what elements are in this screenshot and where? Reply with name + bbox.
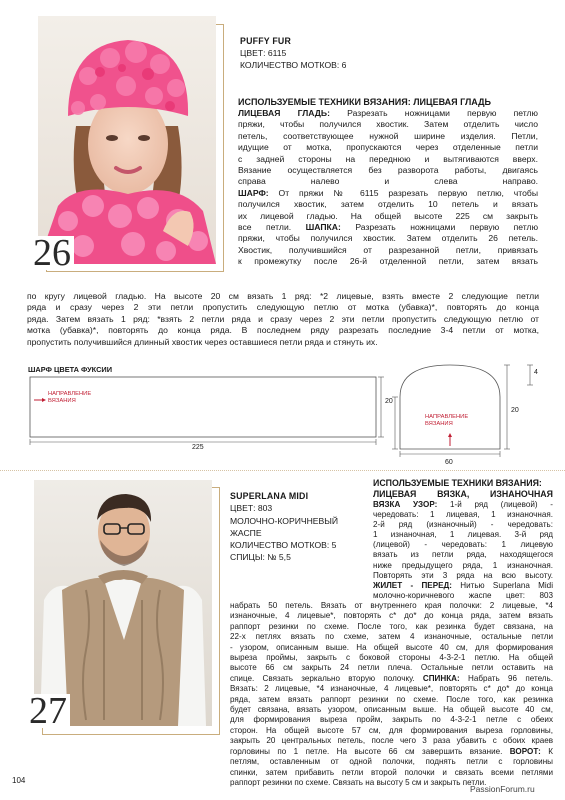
text-run: Вязание осуществляется без разворота работы, двигаясь bbox=[238, 165, 538, 176]
text-line bbox=[238, 211, 538, 222]
text-run: молочно-коричневого жаспе цвет: 803 bbox=[373, 590, 553, 600]
text-run: горловины по 1 петле. На высоте 66 см завершить вязание. bbox=[230, 746, 503, 756]
section-label: СПИНКА: bbox=[414, 673, 460, 683]
text-line bbox=[373, 520, 553, 530]
scarf-height-label: 20 bbox=[385, 398, 393, 405]
text-run: пряжи, чтобы получился хвостик. Затем отделить число bbox=[238, 119, 538, 130]
text-run: спинки, затем прибавить петли второй полочки и связать всеми петлями bbox=[230, 767, 553, 777]
text-run: - узором, описанным выше. На общей высоте 40 см, для формирования bbox=[230, 642, 553, 652]
instructions-bottom-wide bbox=[230, 601, 553, 788]
text-run: изнаночные, 4 лицевые*, повторять с* до* до конца ряда, затем вязать bbox=[230, 611, 553, 621]
text-line bbox=[373, 550, 553, 560]
text-run: 1-й ряд (лицевой) - bbox=[437, 500, 553, 509]
section-label: ШАРФ: bbox=[238, 187, 269, 198]
text-run: петель, соответствующее нужной ширине изделия. Петли, bbox=[238, 130, 538, 141]
model-number-27: 27 bbox=[26, 694, 70, 728]
text-line bbox=[230, 736, 553, 746]
direction-arrow-up-icon bbox=[448, 433, 452, 437]
text-run: От пряжи № 6115 разрезать первую петлю, чтобы bbox=[268, 187, 538, 198]
text-line bbox=[238, 256, 538, 267]
text-run: справа налево и слева направо. bbox=[238, 176, 538, 187]
text-line bbox=[230, 674, 553, 684]
text-line bbox=[238, 154, 538, 165]
text-run: все петли. bbox=[238, 222, 292, 233]
text-line bbox=[230, 643, 553, 653]
woman-hat-illustration bbox=[38, 16, 216, 264]
text-run: чередовать: 1 лицевая, 1 изнаночная. bbox=[373, 510, 553, 520]
model-number-26: 26 bbox=[30, 236, 74, 270]
text-line bbox=[230, 747, 553, 757]
section-label: ВЯЗКА УЗОР: bbox=[373, 500, 438, 509]
page-number: 104 bbox=[12, 776, 26, 785]
instructions-top-wide bbox=[27, 291, 539, 348]
text-run: набрать 50 петель. Вязать от внутреннего края полочки: 2 лицевые, *4 bbox=[230, 601, 553, 610]
text-run: закрыть 20 центральных петель, после чего 3 раза убавить с обоих краев bbox=[230, 736, 553, 746]
text-line bbox=[238, 108, 538, 119]
text-run: пряжи, чтобы получился хвостик. Затем отделить 26 петель. bbox=[238, 233, 538, 244]
techniques-heading-top: ИСПОЛЬЗУЕМЫЕ ТЕХНИКИ ВЯЗАНИЯ: ЛИЦЕВАЯ ГЛАДЬ bbox=[238, 97, 492, 107]
photo-woman-pink-hat bbox=[38, 16, 216, 264]
text-run: 1 изнаночная, 1 лицевая. 3-й ряд bbox=[373, 530, 553, 540]
knitting-schematic bbox=[0, 360, 565, 470]
text-run: получился хвостик, затем отделить 10 петель и вязать bbox=[238, 199, 538, 210]
direction-arrow-icon bbox=[42, 398, 46, 402]
text-run: раппорт резинки по схеме. Связать на высоту 5 см и закрыть петли. bbox=[230, 777, 487, 787]
text-line bbox=[373, 571, 553, 581]
text-line: ряда и сразу через 2 эти петли пропустить следующую петлю от мотка (убавка)*, повторять до конца bbox=[27, 302, 539, 313]
section-label: ЛИЦЕВАЯ ГЛАДЬ: bbox=[238, 108, 330, 118]
text-run: Разрезать ножницами первую петлю bbox=[340, 222, 539, 233]
yarn-color: ЦВЕТ: 803 bbox=[230, 503, 273, 514]
text-run: раппорт резинки по схеме. После того, как резинка будет связана, на bbox=[230, 621, 553, 631]
text-line: по кругу лицевой гладью. На высоте 20 см вязать 1 ряд: *2 лицевые, взять вместе 2 следующие петли bbox=[27, 291, 539, 301]
text-line bbox=[373, 581, 553, 591]
text-run: к промежутку после 26-й отделенной петли, затем вязать bbox=[238, 256, 538, 267]
heading-line-1: ИСПОЛЬЗУЕМЫЕ ТЕХНИКИ ВЯЗАНИЯ: bbox=[373, 478, 542, 488]
hat-width-label: 60 bbox=[445, 459, 453, 466]
text-run: Повторять эти 3 ряда на всю высоту. bbox=[373, 570, 553, 580]
text-run: Нитью Superlana Midi bbox=[451, 580, 553, 590]
text-line bbox=[238, 131, 538, 142]
section-label: ЖИЛЕТ - ПЕРЕД: bbox=[373, 580, 452, 590]
text-line bbox=[373, 500, 553, 510]
watermark: PassionForum.ru bbox=[470, 784, 535, 794]
text-run: Набрать 96 петель. bbox=[459, 673, 553, 683]
text-line bbox=[238, 165, 538, 176]
hat-height-right-label: 20 bbox=[511, 407, 519, 414]
text-line bbox=[373, 591, 553, 601]
yarn-color-name: МОЛОЧНО-КОРИЧНЕВЫЙ bbox=[230, 515, 339, 526]
text-run: Вязать: 2 лицевые, *4 изнаночные, 4 лицевые*, повторять с* до* до конца bbox=[230, 684, 553, 694]
text-line bbox=[373, 561, 553, 571]
text-line bbox=[238, 199, 538, 210]
scarf-direction-label: НАПРАВЛЕНИЕ ВЯЗАНИЯ bbox=[48, 391, 92, 404]
text-line: ряда. Затем вязать 1 ряд: *взять 2 петли ряда и сразу через 2 эти петли пропустить следующую петлю от bbox=[27, 313, 539, 324]
text-run: с задней стороны на переднюю и вытягиваются вверх. bbox=[238, 153, 538, 164]
text-run: вязать из петли ряда, находящегося bbox=[373, 550, 553, 560]
text-run: 2-й ряд (изнаночный) - чередовать: bbox=[373, 520, 553, 530]
text-line bbox=[373, 510, 553, 520]
product-info-top bbox=[240, 35, 346, 71]
text-run: ряда, затем вязать раппорт резинки по схеме. После того, как резинка bbox=[230, 694, 553, 704]
text-line bbox=[238, 245, 538, 256]
text-run: К bbox=[540, 746, 554, 756]
section-divider bbox=[0, 470, 565, 471]
text-line bbox=[238, 233, 538, 244]
techniques-heading-bottom bbox=[373, 478, 553, 500]
yarn-skeins: КОЛИЧЕСТВО МОТКОВ: 5 bbox=[230, 540, 337, 551]
text-line bbox=[230, 684, 553, 694]
text-run: для формирования выреза пройм, закрыть по 4-3-2-1 петле с обеих bbox=[230, 715, 553, 725]
text-line bbox=[230, 611, 553, 621]
text-line bbox=[238, 142, 538, 153]
text-run: выреза проймы, закрыть с боковой стороны 4-3-2-1 петлю. На общей bbox=[230, 653, 553, 663]
text-run: сторон. На общей высоте 57 см, для формирования выреза горловины, bbox=[230, 725, 553, 735]
text-line bbox=[230, 705, 553, 715]
instructions-bottom-narrow bbox=[373, 500, 553, 601]
text-line bbox=[230, 632, 553, 642]
text-run: их лицевой гладью. На общей высоте 225 см закрыть bbox=[238, 210, 538, 221]
text-line bbox=[238, 222, 538, 233]
scarf-outline bbox=[30, 377, 376, 437]
text-line bbox=[373, 530, 553, 540]
text-run: 22-х петлях вязать по схеме, затем 4 изнаночные, остальные петли bbox=[230, 632, 553, 642]
instructions-top-narrow bbox=[238, 108, 538, 268]
text-run: спице. Связать зеркально вторую полочку. bbox=[230, 673, 415, 683]
section-label: ВОРОТ: bbox=[502, 746, 541, 756]
text-line bbox=[230, 622, 553, 632]
yarn-name: PUFFY FUR bbox=[240, 36, 291, 46]
text-line bbox=[373, 540, 553, 550]
section-label: ШАПКА: bbox=[291, 222, 341, 233]
text-line bbox=[230, 715, 553, 725]
yarn-skeins: КОЛИЧЕСТВО МОТКОВ: 6 bbox=[240, 60, 347, 70]
text-run: Разрезать ножницами первую петлю bbox=[329, 108, 538, 118]
text-run: будет связана, вязать узором, описанным выше. На общей высоте 40 см, bbox=[230, 705, 553, 715]
text-line bbox=[238, 176, 538, 187]
scarf-width-label: 225 bbox=[192, 444, 204, 451]
text-run: высоте 66 см закрыть 24 петли плеча. Остальные петли оставить на bbox=[230, 663, 553, 673]
hat-direction-label: НАПРАВЛЕНИЕ ВЯЗАНИЯ bbox=[425, 414, 469, 427]
text-line bbox=[230, 768, 553, 778]
text-run: ниже предыдущего ряда, 1 изнаночная. bbox=[373, 560, 553, 570]
yarn-name: SUPERLANA MIDI bbox=[230, 491, 309, 501]
text-line bbox=[230, 726, 553, 736]
text-line: пропустить получившийся длинный хвостик через оставшиеся петли ряда и стянуть их. bbox=[27, 336, 378, 347]
heading-line-2: ЛИЦЕВАЯ ВЯЗКА, ИЗНАНОЧНАЯ bbox=[373, 489, 553, 499]
yarn-color-name-2: ЖАСПЕ bbox=[230, 527, 262, 538]
text-line bbox=[230, 653, 553, 663]
text-line bbox=[230, 663, 553, 673]
text-line bbox=[230, 695, 553, 705]
text-run: петлям, оставленным от одной полочки, поднять петли с горловины bbox=[230, 757, 553, 767]
text-run: Хвостик, получившийся от разрезанной петли, привязать bbox=[238, 244, 538, 255]
text-line bbox=[230, 757, 553, 767]
text-run: идущие от мотка, пропускаются через отделенные петли bbox=[238, 142, 538, 153]
yarn-color: ЦВЕТ: 6115 bbox=[240, 48, 287, 58]
product-info-bottom bbox=[230, 490, 338, 564]
needle-size: СПИЦЫ: № 5,5 bbox=[230, 552, 291, 563]
scarf-diagram-title: ШАРФ ЦВЕТА ФУКСИИ bbox=[28, 365, 113, 374]
hat-top-label: 4 bbox=[534, 369, 538, 376]
text-line bbox=[238, 188, 538, 199]
text-run: (лицевой) - чередовать: 1 лицевую bbox=[373, 540, 553, 550]
text-line bbox=[238, 119, 538, 130]
text-line: мотка (убавка)*, повторять до конца ряда. В последнем ряду разрезать последние 3-4 петли от мотка, bbox=[27, 325, 539, 336]
text-line bbox=[230, 601, 553, 611]
